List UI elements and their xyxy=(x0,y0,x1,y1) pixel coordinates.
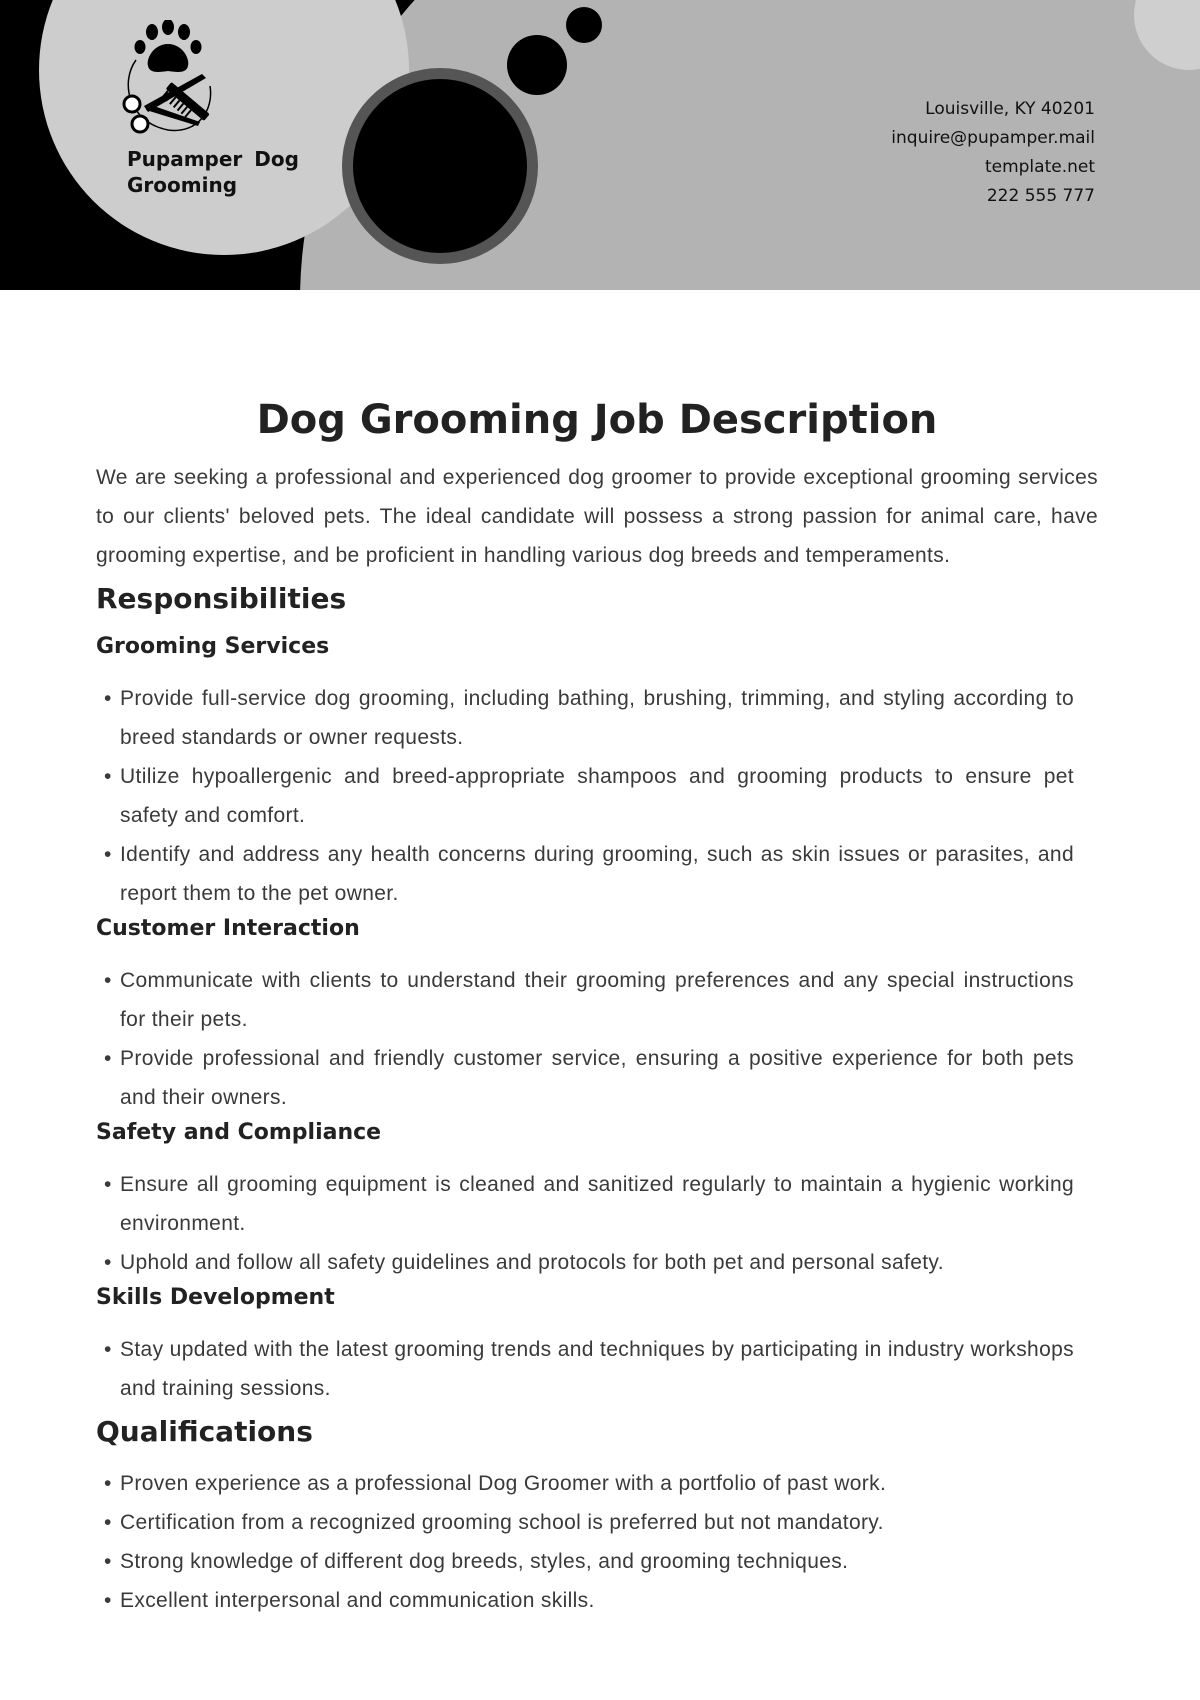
contact-email[interactable]: inquire@pupamper.mail xyxy=(891,128,1095,148)
decorative-ring-circle xyxy=(342,68,538,264)
contact-website[interactable]: template.net xyxy=(984,157,1095,177)
customer-interaction-list xyxy=(96,961,1074,1117)
list-item: • Excellent interpersonal and communication skills. xyxy=(96,1581,1074,1620)
safety-compliance-heading: Safety and Compliance xyxy=(96,1120,382,1145)
list-item: • Provide full-service dog grooming, including bathing, brushing, trimming, and styling according to breed standards or owner requests. xyxy=(96,679,1074,757)
list-item: • Identify and address any health concerns during grooming, such as skin issues or parasites, and report them to the pet owner. xyxy=(96,835,1074,913)
document-body xyxy=(96,390,1098,1620)
contact-info xyxy=(891,95,1095,211)
qualifications-heading: Qualifications xyxy=(96,1415,313,1448)
company-name: Pupamper Dog Grooming xyxy=(127,147,299,197)
responsibilities-heading: Responsibilities xyxy=(96,582,347,615)
decorative-dot-large xyxy=(507,35,567,95)
contact-address: Louisville, KY 40201 xyxy=(925,99,1095,119)
list-item: • Ensure all grooming equipment is cleaned and sanitized regularly to maintain a hygienic working environment. xyxy=(96,1165,1074,1243)
list-item: • Proven experience as a professional Dog Groomer with a portfolio of past work. xyxy=(96,1464,1074,1503)
skills-development-list xyxy=(96,1330,1074,1408)
contact-phone: 222 555 777 xyxy=(986,186,1095,206)
list-item: • Uphold and follow all safety guidelines and protocols for both pet and personal safety. xyxy=(96,1243,1074,1282)
customer-interaction-heading: Customer Interaction xyxy=(96,916,360,941)
intro-paragraph: We are seeking a professional and experienced dog groomer to provide exceptional grooming services to our clients' beloved pets. The ideal candidate will possess a strong passion for animal care, have grooming expertise, and be proficient in handling various dog breeds and temperaments. xyxy=(96,466,1098,567)
safety-compliance-list xyxy=(96,1165,1074,1282)
list-item: • Communicate with clients to understand their grooming preferences and any special instructions for their pets. xyxy=(96,961,1074,1039)
skills-development-heading: Skills Development xyxy=(96,1285,335,1310)
qualifications-list xyxy=(96,1464,1074,1620)
paw-scissors-comb-logo-icon xyxy=(118,20,218,142)
decorative-dot-small xyxy=(566,7,602,43)
header-banner xyxy=(0,0,1200,290)
list-item: • Utilize hypoallergenic and breed-appropriate shampoos and grooming products to ensure pet safety and comfort. xyxy=(96,757,1074,835)
decorative-corner-circle xyxy=(1134,0,1200,70)
list-item: • Stay updated with the latest grooming trends and techniques by participating in industry workshops and training sessions. xyxy=(96,1330,1074,1408)
list-item: • Certification from a recognized grooming school is preferred but not mandatory. xyxy=(96,1503,1074,1542)
grooming-services-list xyxy=(96,679,1074,913)
grooming-services-heading: Grooming Services xyxy=(96,634,330,659)
list-item: • Strong knowledge of different dog breeds, styles, and grooming techniques. xyxy=(96,1542,1074,1581)
page-title: Dog Grooming Job Description xyxy=(256,397,938,443)
list-item: • Provide professional and friendly customer service, ensuring a positive experience for both pets and their owners. xyxy=(96,1039,1074,1117)
